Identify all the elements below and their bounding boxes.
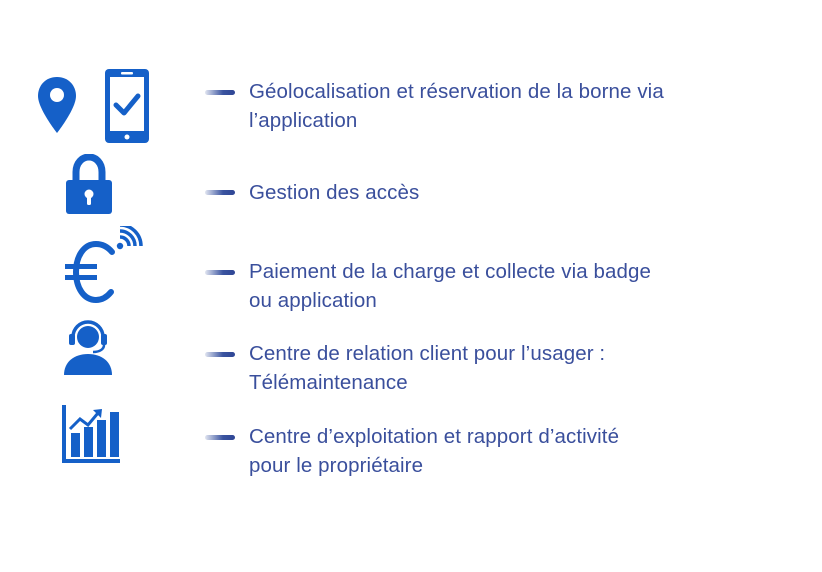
feature-payment-text: Paiement de la charge et collecte via badge ou application xyxy=(249,260,652,312)
feature-operations-text: Centre d’exploitation et rapport d’activité pour le propriétaire xyxy=(249,425,620,477)
customer-support-headset-icon xyxy=(60,318,116,376)
bar-chart-growth-icon xyxy=(60,403,122,465)
bullet-dash xyxy=(205,352,235,357)
feature-customer-relations-text: Centre de relation client pour l’usager : Télémaintenance xyxy=(249,342,606,394)
bullet-dash xyxy=(205,270,235,275)
smartphone-check-icon xyxy=(104,68,150,144)
bullet-dash xyxy=(205,90,235,95)
padlock-icon xyxy=(64,154,114,216)
feature-geolocation-text: Géolocalisation et réservation de la borne via l’application xyxy=(249,80,664,132)
euro-contactless-icon xyxy=(60,226,144,306)
feature-access-text: Gestion des accès xyxy=(249,181,420,204)
bullet-dash xyxy=(205,190,235,195)
bullet-dash xyxy=(205,435,235,440)
location-pin-icon xyxy=(36,75,78,135)
